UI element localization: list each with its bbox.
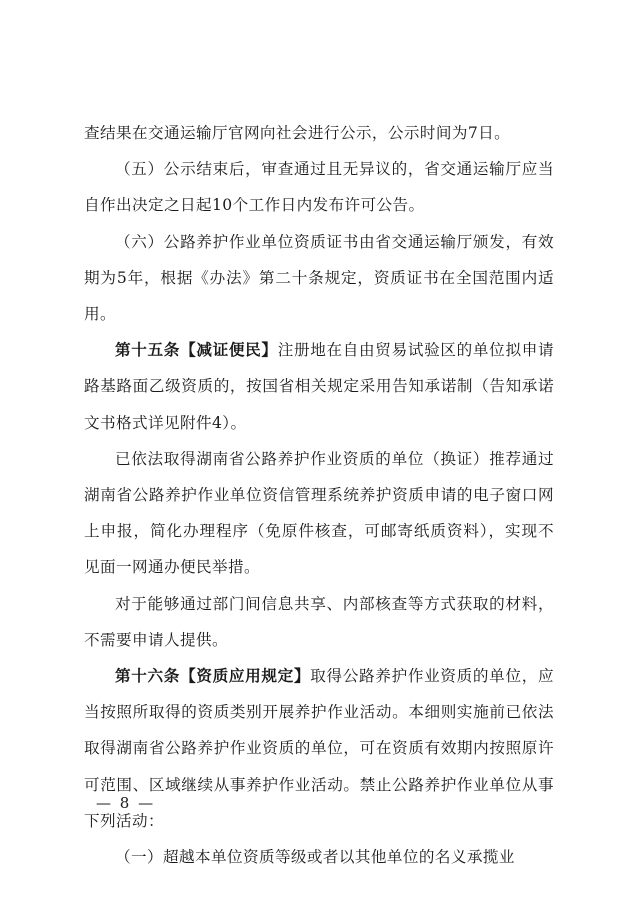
paragraph-5 xyxy=(84,441,554,586)
paragraph-text: 查结果在交通运输厅官网向社会进行公示，公示时间为7日。 xyxy=(84,124,511,142)
paragraph-1 xyxy=(84,115,554,151)
paragraph-text: （六）公路养护作业单位资质证书由省交通运输厅颁发，有效期为5年，根据《办法》第二十条规定，资质证书在全国范围内适用。 xyxy=(84,232,554,324)
article-15 xyxy=(84,332,554,441)
article-heading: 第十五条【减证便民】 xyxy=(115,341,278,360)
paragraph-text: 注册地在自由贸易试验区的单位拟申请路基路面乙级资质的，按国省相关规定采用告知承诺制（告知承诺文书格式详见附件4）。 xyxy=(84,341,554,432)
paragraph-text: 已依法取得湖南省公路养护作业资质的单位（换证）推荐通过湖南省公路养护作业单位资信管理系统养护资质申请的电子窗口网上申报，简化办理程序（免原件核查，可邮寄纸质资料），实现不见面一网通办便民举措。 xyxy=(84,449,554,577)
paragraph-text: （五）公示结束后，审查通过且无异议的，省交通运输厅应当自作出决定之日起10个工作日内发布许可公告。 xyxy=(84,160,554,215)
paragraph-text: （一）超越本单位资质等级或者以其他单位的名义承揽业 xyxy=(115,848,515,867)
page-number: — 8 — xyxy=(96,794,156,812)
paragraph-8 xyxy=(84,839,554,875)
paragraph-text: 取得公路养护作业资质的单位，应当按照所取得的资质类别开展养护作业活动。本细则实施前已依法取得湖南省公路养护作业资质的单位，可在资质有效期内按照原许可范围、区域继续从事养护作业活动。禁止公路养护作业单位从事下列活动： xyxy=(84,667,554,830)
paragraph-3 xyxy=(84,224,554,333)
paragraph-text: 对于能够通过部门间信息共享、内部核查等方式获取的材料，不需要申请人提供。 xyxy=(84,594,554,649)
article-heading: 第十六条【资质应用规定】 xyxy=(115,667,311,686)
body-text xyxy=(84,115,554,875)
paragraph-6 xyxy=(84,586,554,658)
paragraph-2 xyxy=(84,151,554,223)
